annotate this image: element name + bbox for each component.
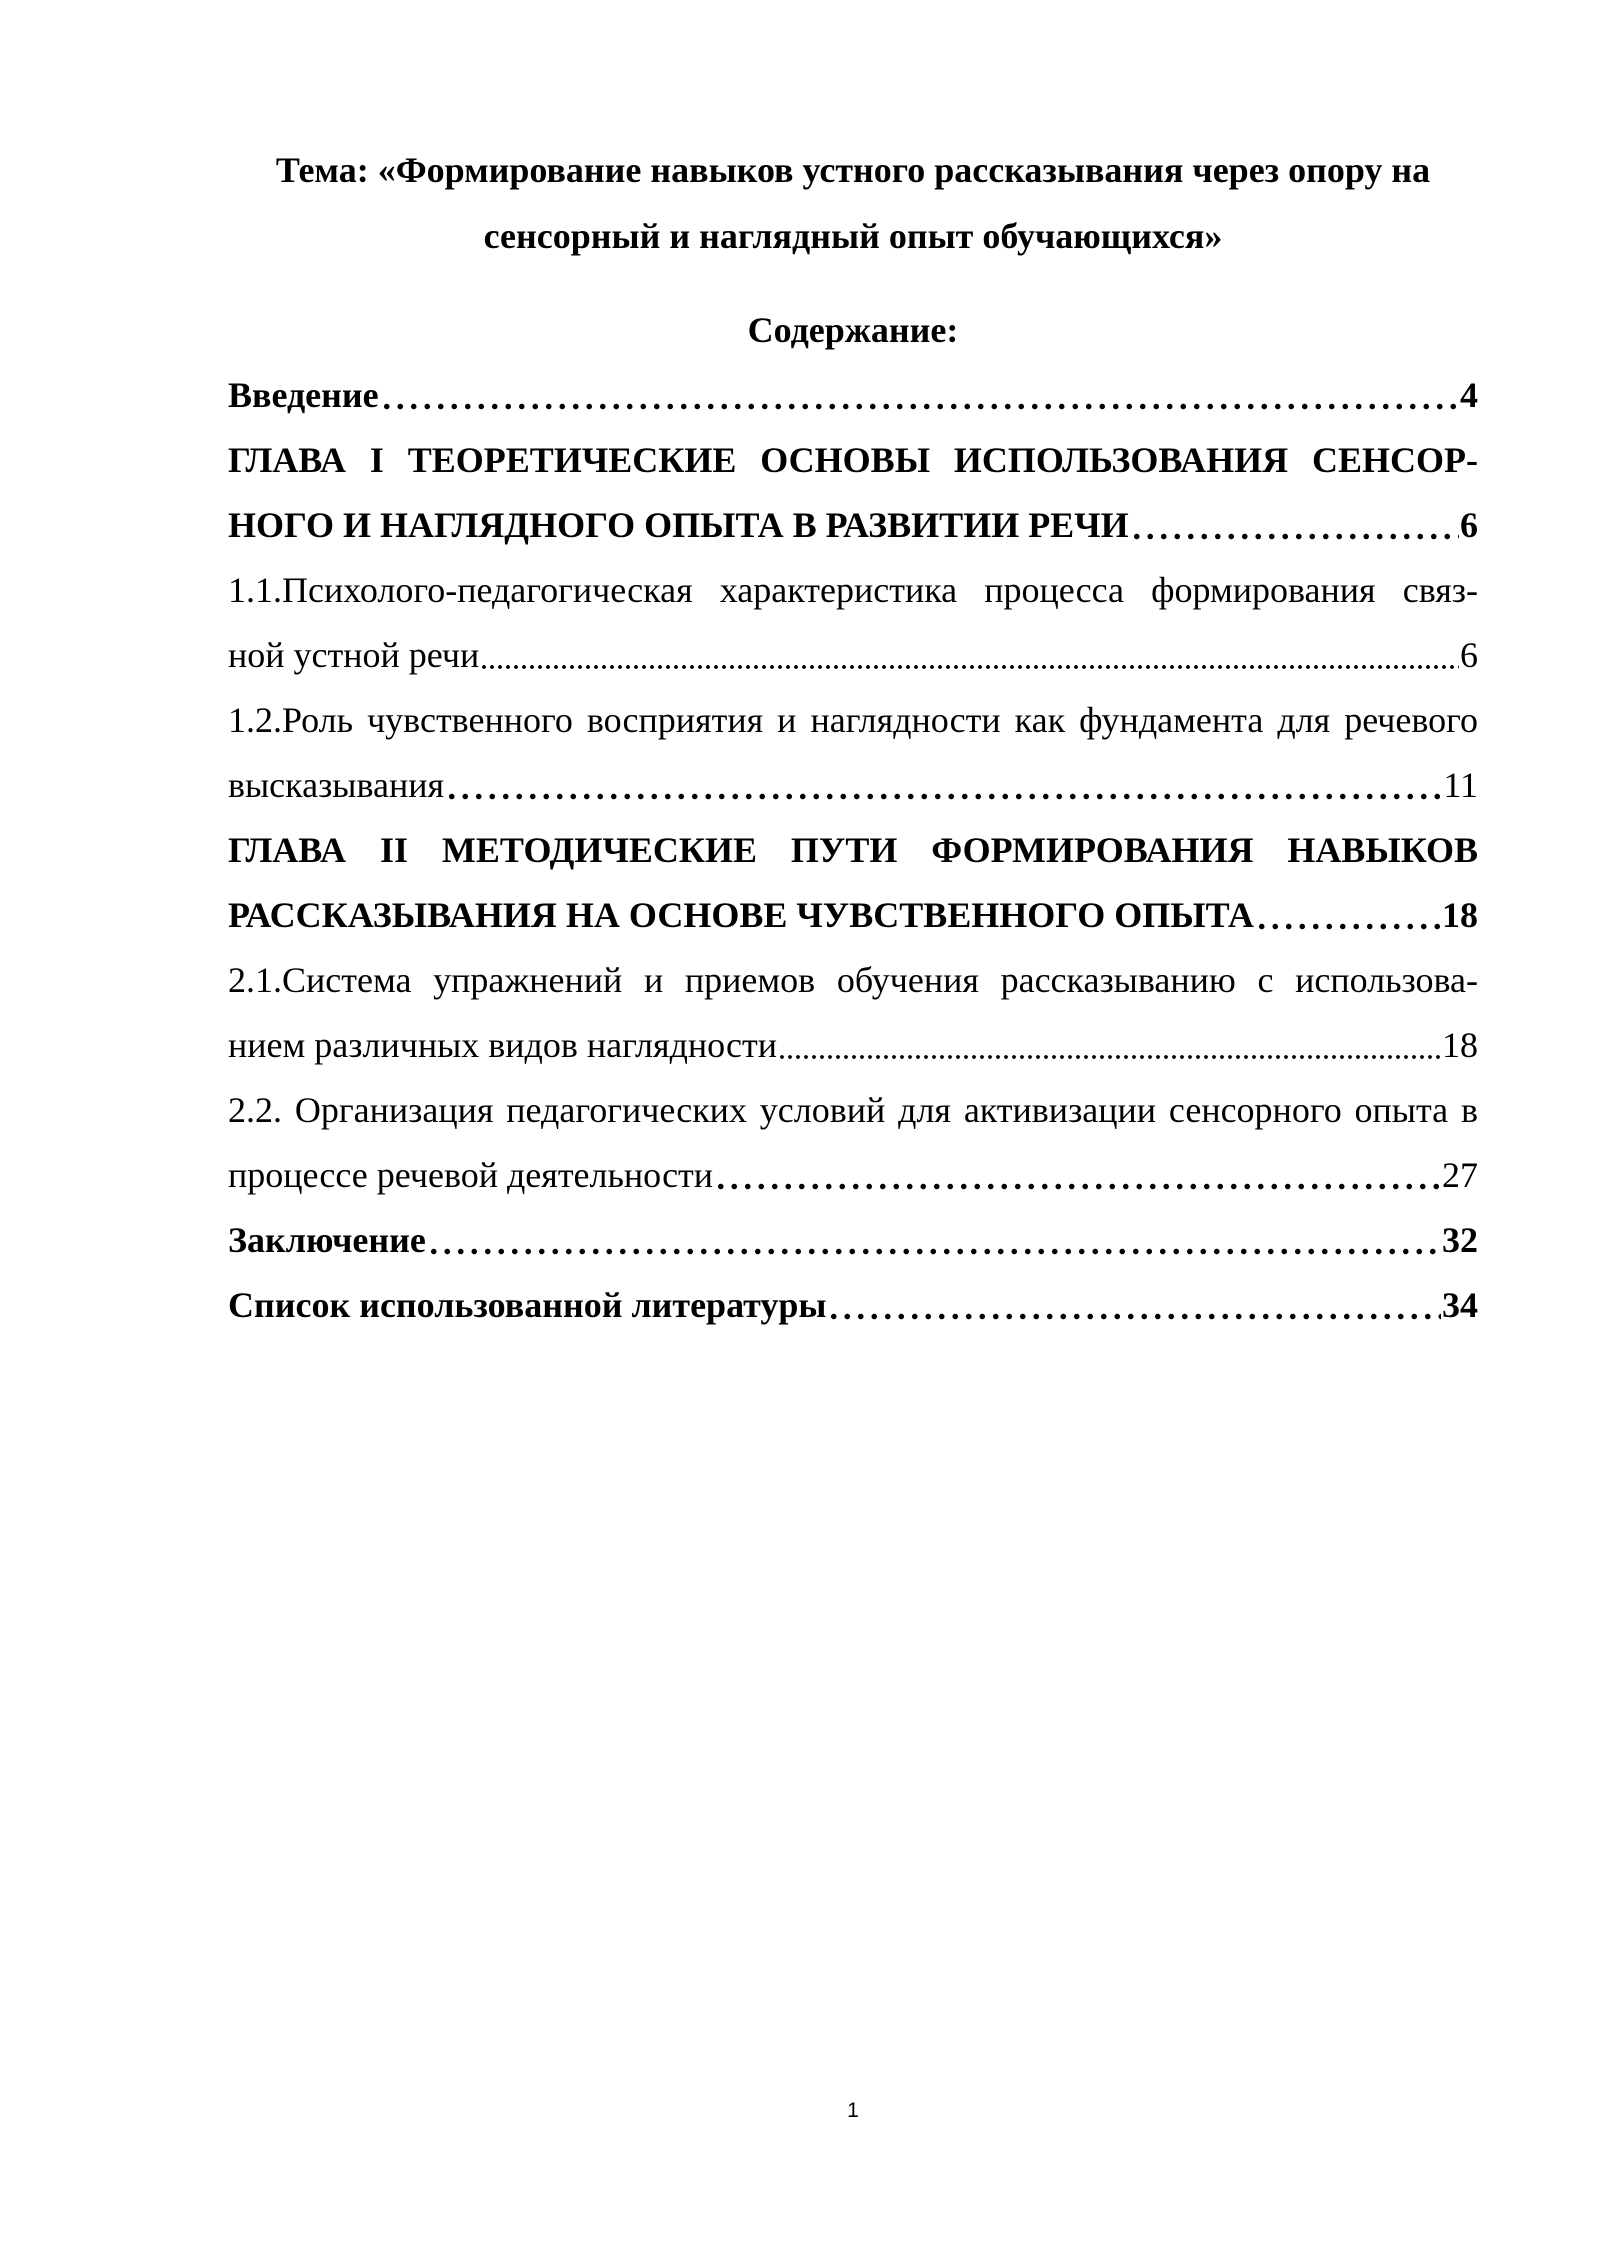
toc-page-number: 6 [1460, 505, 1478, 545]
toc-entry-text: нием различных видов наглядности [228, 1025, 778, 1065]
toc-line [228, 883, 1478, 948]
toc-entry-text: Заключение [228, 1220, 426, 1260]
toc-line [228, 818, 1478, 883]
toc-line [228, 688, 1478, 753]
dot-leader [445, 753, 1442, 818]
toc-line [228, 753, 1478, 818]
toc-line [228, 1013, 1478, 1078]
contents-heading: Содержание: [747, 310, 959, 350]
toc-page-number: 34 [1442, 1285, 1478, 1325]
toc-line [228, 363, 1478, 428]
toc-line [228, 428, 1478, 493]
footer-page-number: 1 [847, 2099, 859, 2122]
toc-page-number: 27 [1442, 1155, 1478, 1195]
toc-page-number: 6 [1460, 635, 1478, 675]
toc-entry-text: РАССКАЗЫВАНИЯ НА ОСНОВЕ ЧУВСТВЕННОГО ОПЫТА [228, 895, 1254, 935]
document-content [228, 0, 1478, 1338]
toc-line [228, 948, 1478, 1013]
toc-page-number: 18 [1442, 895, 1478, 935]
document-title [228, 0, 1478, 269]
dot-leader [380, 363, 1459, 428]
toc-entry-text: ГЛАВА I ТЕОРЕТИЧЕСКИЕ ОСНОВЫ ИСПОЛЬЗОВАНИЯ СЕНСОР- [228, 440, 1478, 480]
dot-leader [827, 1273, 1441, 1338]
toc-page-number: 4 [1460, 375, 1478, 415]
toc-entry-text: ГЛАВА II МЕТОДИЧЕСКИЕ ПУТИ ФОРМИРОВАНИЯ НАВЫКОВ [228, 830, 1478, 870]
toc-page-number: 11 [1443, 765, 1478, 805]
toc-entry-text: 1.2.Роль чувственного восприятия и наглядности как фундамента для речевого [228, 700, 1478, 740]
toc-line [228, 623, 1478, 688]
dot-leader [427, 1208, 1441, 1273]
dot-leader [714, 1143, 1441, 1208]
toc-entry-text: процессе речевой деятельности [228, 1155, 714, 1195]
toc-entry-text: 2.2. Организация педагогических условий для активизации сенсорного опыта в [228, 1090, 1478, 1130]
toc-line [228, 1208, 1478, 1273]
document-title-line-1: Тема: «Формирование навыков устного рассказывания через опору на [275, 150, 1431, 190]
document-title-line-2: сенсорный и наглядный опыт обучающихся» [483, 216, 1223, 256]
dot-leader [1255, 883, 1441, 948]
dot-leader [1130, 493, 1459, 558]
dot-leader [778, 1013, 1441, 1078]
toc-page-number: 18 [1442, 1025, 1478, 1065]
toc-entry-text: 1.1.Психолого-педагогическая характеристика процесса формирования связ- [228, 570, 1478, 610]
toc-entry-text: Список использованной литературы [228, 1285, 827, 1325]
toc-entry-text: Введение [228, 375, 379, 415]
toc-entry-text: ной устной речи [228, 635, 480, 675]
table-of-contents [228, 363, 1478, 1338]
toc-entry-text: 2.1.Система упражнений и приемов обучения рассказыванию с использова- [228, 960, 1478, 1000]
toc-line [228, 1143, 1478, 1208]
toc-page-number: 32 [1442, 1220, 1478, 1260]
toc-line [228, 493, 1478, 558]
dot-leader [480, 623, 1459, 688]
toc-line [228, 1273, 1478, 1338]
toc-entry-text: НОГО И НАГЛЯДНОГО ОПЫТА В РАЗВИТИИ РЕЧИ [228, 505, 1129, 545]
toc-line [228, 558, 1478, 623]
toc-line [228, 1078, 1478, 1143]
toc-entry-text: высказывания [228, 765, 445, 805]
